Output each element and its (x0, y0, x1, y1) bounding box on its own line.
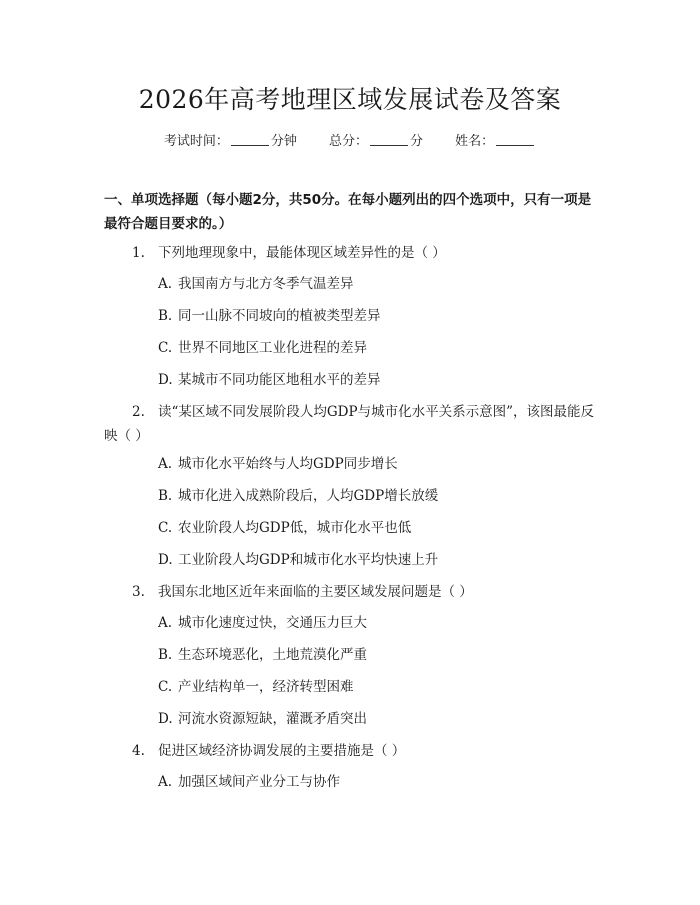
option-letter: D. (158, 372, 173, 388)
option-text: 同一山脉不同坡向的植被类型差异 (178, 308, 381, 324)
option-letter: C. (158, 340, 173, 356)
exam-meta (0, 131, 700, 152)
name-blank (496, 131, 534, 146)
option-letter: B. (158, 647, 173, 663)
page-title: 2026年高考地理区域发展试卷及答案 (138, 85, 562, 114)
exam-score (329, 131, 423, 152)
option-text: 产业结构单一，经济转型困难 (178, 679, 354, 695)
option (158, 486, 598, 506)
question (104, 739, 604, 763)
option-text: 我国南方与北方冬季气温差异 (178, 276, 354, 292)
question-text: 下列地理现象中，最能体现区域差异性的是（ ） (158, 245, 446, 261)
option (158, 550, 598, 570)
question-text: 促进区域经济协调发展的主要措施是（ ） (158, 743, 406, 759)
option (158, 454, 598, 474)
question-number: 2. (132, 404, 145, 420)
option-letter: A. (158, 615, 173, 631)
option-text: 农业阶段人均GDP低，城市化水平也低 (178, 520, 412, 536)
option (158, 709, 598, 729)
exam-name (455, 131, 536, 152)
score-blank (370, 131, 408, 146)
option-letter: B. (158, 488, 173, 504)
section-heading: 一、单项选择题（每小题2分，共50分。在每小题列出的四个选项中，只有一项是最符合题目要求的。） (104, 192, 592, 232)
option (158, 274, 598, 294)
question (104, 241, 604, 265)
option-text: 城市化进入成熟阶段后，人均GDP增长放缓 (178, 488, 439, 504)
question-number: 3. (132, 584, 145, 600)
name-label: 姓名： (455, 134, 495, 149)
score-label: 总分： (328, 134, 368, 149)
option-letter: C. (158, 520, 173, 536)
option-text: 加强区域间产业分工与协作 (178, 774, 340, 790)
option-letter: A. (158, 456, 173, 472)
option (158, 677, 598, 697)
option-letter: A. (158, 774, 173, 790)
option-text: 工业阶段人均GDP和城市化水平均快速上升 (178, 552, 439, 568)
option (158, 370, 598, 390)
question-text: 我国东北地区近年来面临的主要区域发展问题是（ ） (158, 584, 473, 600)
option (158, 645, 598, 665)
time-blank (231, 131, 269, 146)
option-letter: D. (158, 711, 173, 727)
option-text: 世界不同地区工业化进程的差异 (178, 340, 367, 356)
option-letter: B. (158, 308, 173, 324)
option-letter: A. (158, 276, 173, 292)
option (158, 306, 598, 326)
option-text: 生态环境恶化，土地荒漠化严重 (178, 647, 367, 663)
exam-time (164, 131, 297, 152)
option-letter: C. (158, 679, 173, 695)
option-text: 某城市不同功能区地租水平的差异 (178, 372, 381, 388)
option (158, 613, 598, 633)
question (104, 580, 604, 604)
option-text: 城市化水平始终与人均GDP同步增长 (178, 456, 398, 472)
time-unit: 分钟 (270, 134, 297, 149)
question-text: 读“某区域不同发展阶段人均GDP与城市化水平关系示意图”，该图最能反映（ ） (104, 404, 594, 444)
option-text: 河流水资源短缺，灌溉矛盾突出 (178, 711, 367, 727)
option-text: 城市化速度过快，交通压力巨大 (178, 615, 367, 631)
score-unit: 分 (410, 134, 424, 149)
question (104, 400, 604, 448)
option (158, 518, 598, 538)
question-number: 1. (132, 245, 145, 261)
option (158, 772, 598, 792)
option (158, 338, 598, 358)
question-number: 4. (132, 743, 145, 759)
option-letter: D. (158, 552, 173, 568)
time-label: 考试时间： (163, 134, 229, 149)
